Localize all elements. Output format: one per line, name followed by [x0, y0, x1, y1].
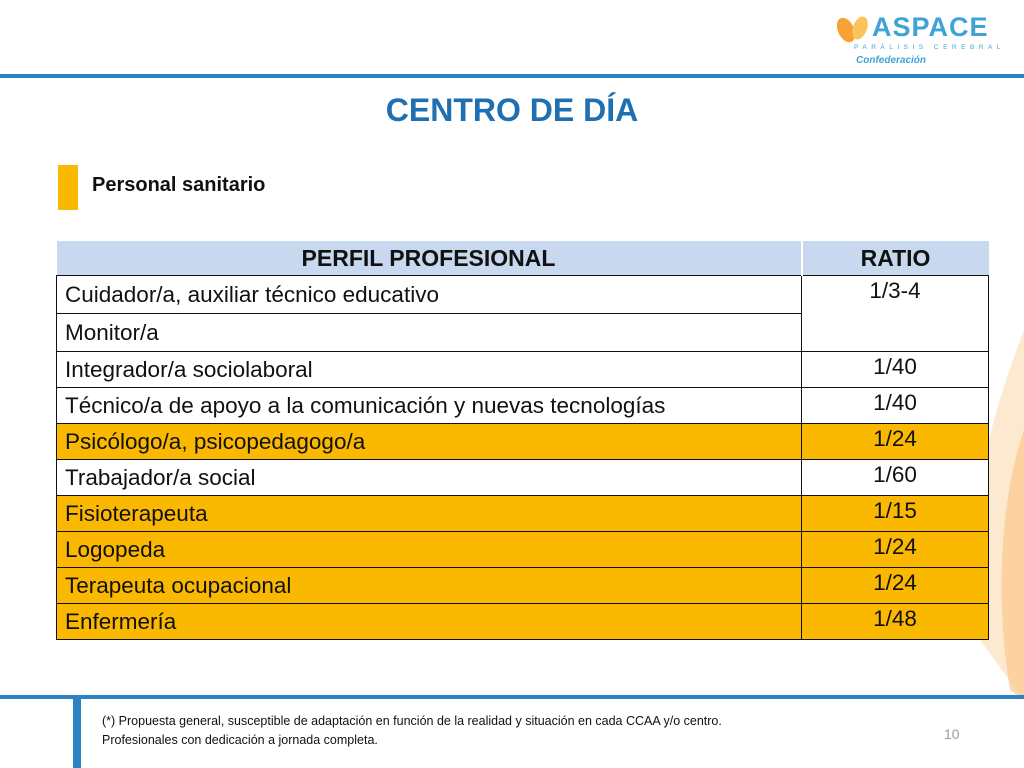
slide-subtitle: Personal sanitario — [92, 174, 266, 196]
butterfly-logo-icon — [834, 12, 874, 46]
ratio-cell: 1/24 — [802, 568, 989, 604]
footnote — [102, 712, 722, 750]
footer-divider — [0, 695, 1024, 699]
table-row — [57, 388, 989, 424]
header-ratio: RATIO — [802, 241, 989, 276]
table-header-row — [57, 241, 989, 276]
table-row-highlighted — [57, 532, 989, 568]
profile-cell: Psicólogo/a, psicopedagogo/a — [57, 424, 802, 460]
subtitle-accent-bar — [58, 165, 78, 210]
table-row — [57, 460, 989, 496]
profile-cell: Integrador/a sociolaboral — [57, 352, 802, 388]
ratio-cell: 1/15 — [802, 496, 989, 532]
logo-tagline: Confederación — [856, 55, 927, 66]
ratio-cell: 1/40 — [802, 352, 989, 388]
ratio-cell: 1/3-4 — [802, 276, 989, 352]
ratio-cell: 1/48 — [802, 604, 989, 640]
profile-cell: Monitor/a — [57, 314, 802, 352]
ratio-cell: 1/24 — [802, 424, 989, 460]
table-row-highlighted — [57, 568, 989, 604]
logo-wordmark: ASPACE — [872, 12, 989, 42]
footnote-line-1: (*) Propuesta general, susceptible de adaptación en función de la realidad y situación en cada CCAA y/o centro. — [102, 714, 722, 728]
table-row-highlighted — [57, 604, 989, 640]
footer-accent-bar — [73, 699, 81, 768]
table-row — [57, 276, 989, 314]
aspace-logo — [834, 8, 1005, 68]
profile-cell: Cuidador/a, auxiliar técnico educativo — [57, 276, 802, 314]
ratio-cell: 1/24 — [802, 532, 989, 568]
header-divider — [0, 74, 1024, 78]
profile-cell: Terapeuta ocupacional — [57, 568, 802, 604]
header-profile: PERFIL PROFESIONAL — [57, 241, 802, 276]
footnote-line-2: Profesionales con dedicación a jornada completa. — [102, 733, 378, 747]
profile-cell: Logopeda — [57, 532, 802, 568]
slide-title: CENTRO DE DÍA — [385, 92, 639, 128]
profile-cell: Trabajador/a social — [57, 460, 802, 496]
table-row — [57, 352, 989, 388]
ratio-cell: 1/60 — [802, 460, 989, 496]
logo-subline: PARÁLISIS CEREBRAL — [854, 44, 1005, 51]
profile-cell: Enfermería — [57, 604, 802, 640]
staff-ratio-table — [56, 241, 989, 640]
table-row-highlighted — [57, 496, 989, 532]
profile-cell: Técnico/a de apoyo a la comunicación y nuevas tecnologías — [57, 388, 802, 424]
ratio-cell: 1/40 — [802, 388, 989, 424]
profile-cell: Fisioterapeuta — [57, 496, 802, 532]
table-row-highlighted — [57, 424, 989, 460]
page-number: 10 — [944, 726, 960, 742]
